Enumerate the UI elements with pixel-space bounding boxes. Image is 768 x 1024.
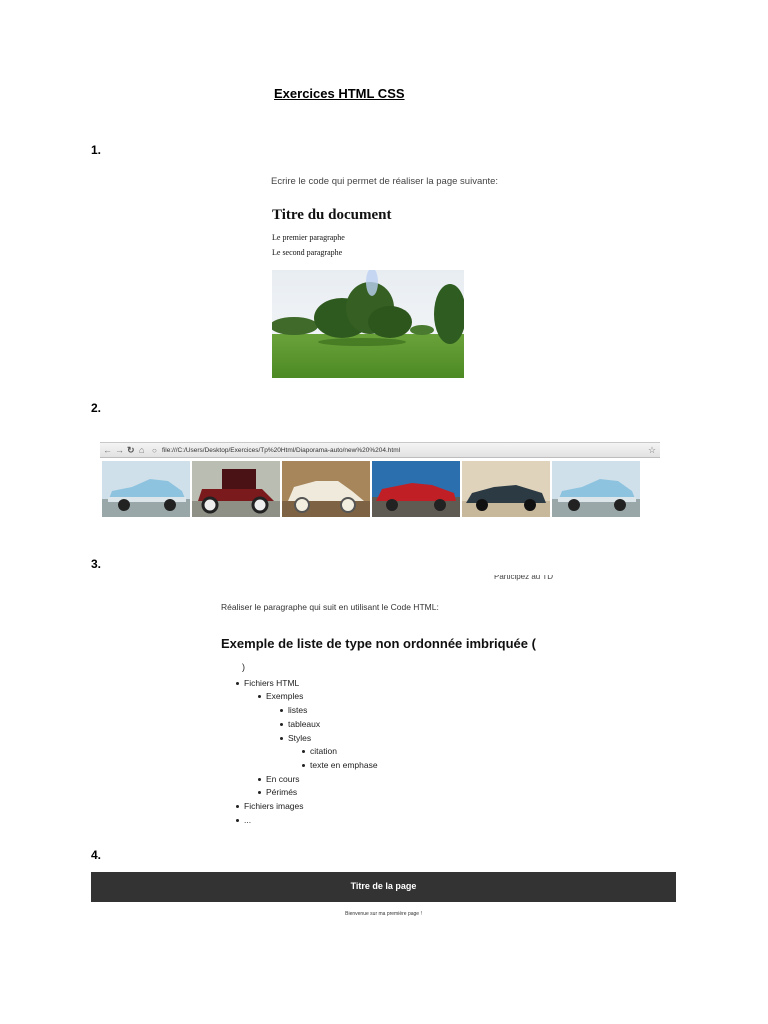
- bullet-icon: [280, 723, 283, 726]
- tree-landscape-image: [272, 270, 464, 378]
- welcome-text: Bienvenue sur ma première page !: [345, 911, 422, 917]
- list-item: tableaux: [280, 719, 320, 729]
- bullet-icon: [236, 819, 239, 822]
- ex1-paragraph-2: Le second paragraphe: [272, 248, 343, 257]
- ex1-paragraph-1: Le premier paragraphe: [272, 233, 345, 242]
- ex3-heading: Exemple de liste de type non ordonnée imbriquée (: [221, 636, 536, 651]
- car-photo-4: [372, 461, 460, 517]
- list-item: listes: [280, 705, 307, 715]
- document-title: Exercices HTML CSS: [274, 86, 405, 101]
- ex1-heading: Titre du document: [272, 207, 392, 223]
- bullet-icon: [280, 709, 283, 712]
- list-item: ...: [236, 815, 251, 825]
- reload-icon[interactable]: ↻: [127, 445, 135, 455]
- bookmark-star-icon[interactable]: ☆: [648, 445, 657, 455]
- list-item: citation: [302, 746, 337, 756]
- browser-toolbar: [100, 442, 660, 458]
- address-bar[interactable]: file:///C:/Users/Desktop/Exercices/Tp%20Html/Diaporama-auto/new%20%204.html: [162, 447, 401, 454]
- exercise-number-4: 4.: [91, 848, 102, 862]
- bullet-icon: [280, 737, 283, 740]
- bullet-icon: [302, 764, 305, 767]
- page-header-title: Titre de la page: [350, 881, 417, 891]
- ex3-instruction: Réaliser le paragraphe qui suit en utilisant le Code HTML:: [221, 602, 439, 612]
- back-arrow-icon[interactable]: ←: [103, 445, 112, 455]
- car-photo-1: [102, 461, 190, 517]
- list-item: Fichiers images: [236, 801, 304, 811]
- exercise-number-1: 1.: [91, 143, 102, 157]
- cropped-text: Participez au TD: [494, 575, 553, 581]
- list-item: En cours: [258, 774, 300, 784]
- car-gallery: [102, 461, 642, 517]
- forward-arrow-icon[interactable]: →: [115, 445, 124, 455]
- bullet-icon: [258, 791, 261, 794]
- car-photo-3: [282, 461, 370, 517]
- list-item: texte en emphase: [302, 760, 378, 770]
- exercise-number-3: 3.: [91, 557, 102, 571]
- list-item: Périmés: [258, 787, 297, 797]
- browser-window: [100, 442, 660, 520]
- bullet-icon: [302, 750, 305, 753]
- list-item: Exemples: [258, 691, 303, 701]
- page-info-icon: ○: [152, 446, 157, 455]
- exercise-number-2: 2.: [91, 401, 102, 415]
- bullet-icon: [258, 778, 261, 781]
- list-item: Fichiers HTML: [236, 678, 299, 688]
- page-header-bar: [91, 872, 676, 902]
- car-photo-5: [462, 461, 550, 517]
- car-photo-2: [192, 461, 280, 517]
- ex1-instruction: Ecrire le code qui permet de réaliser la page suivante:: [271, 176, 499, 187]
- home-icon[interactable]: ⌂: [139, 445, 145, 455]
- bullet-icon: [258, 695, 261, 698]
- ex3-closing-paren: ): [242, 662, 245, 672]
- car-photo-6: [552, 461, 640, 517]
- list-item: Styles: [280, 733, 311, 743]
- bullet-icon: [236, 805, 239, 808]
- bullet-icon: [236, 682, 239, 685]
